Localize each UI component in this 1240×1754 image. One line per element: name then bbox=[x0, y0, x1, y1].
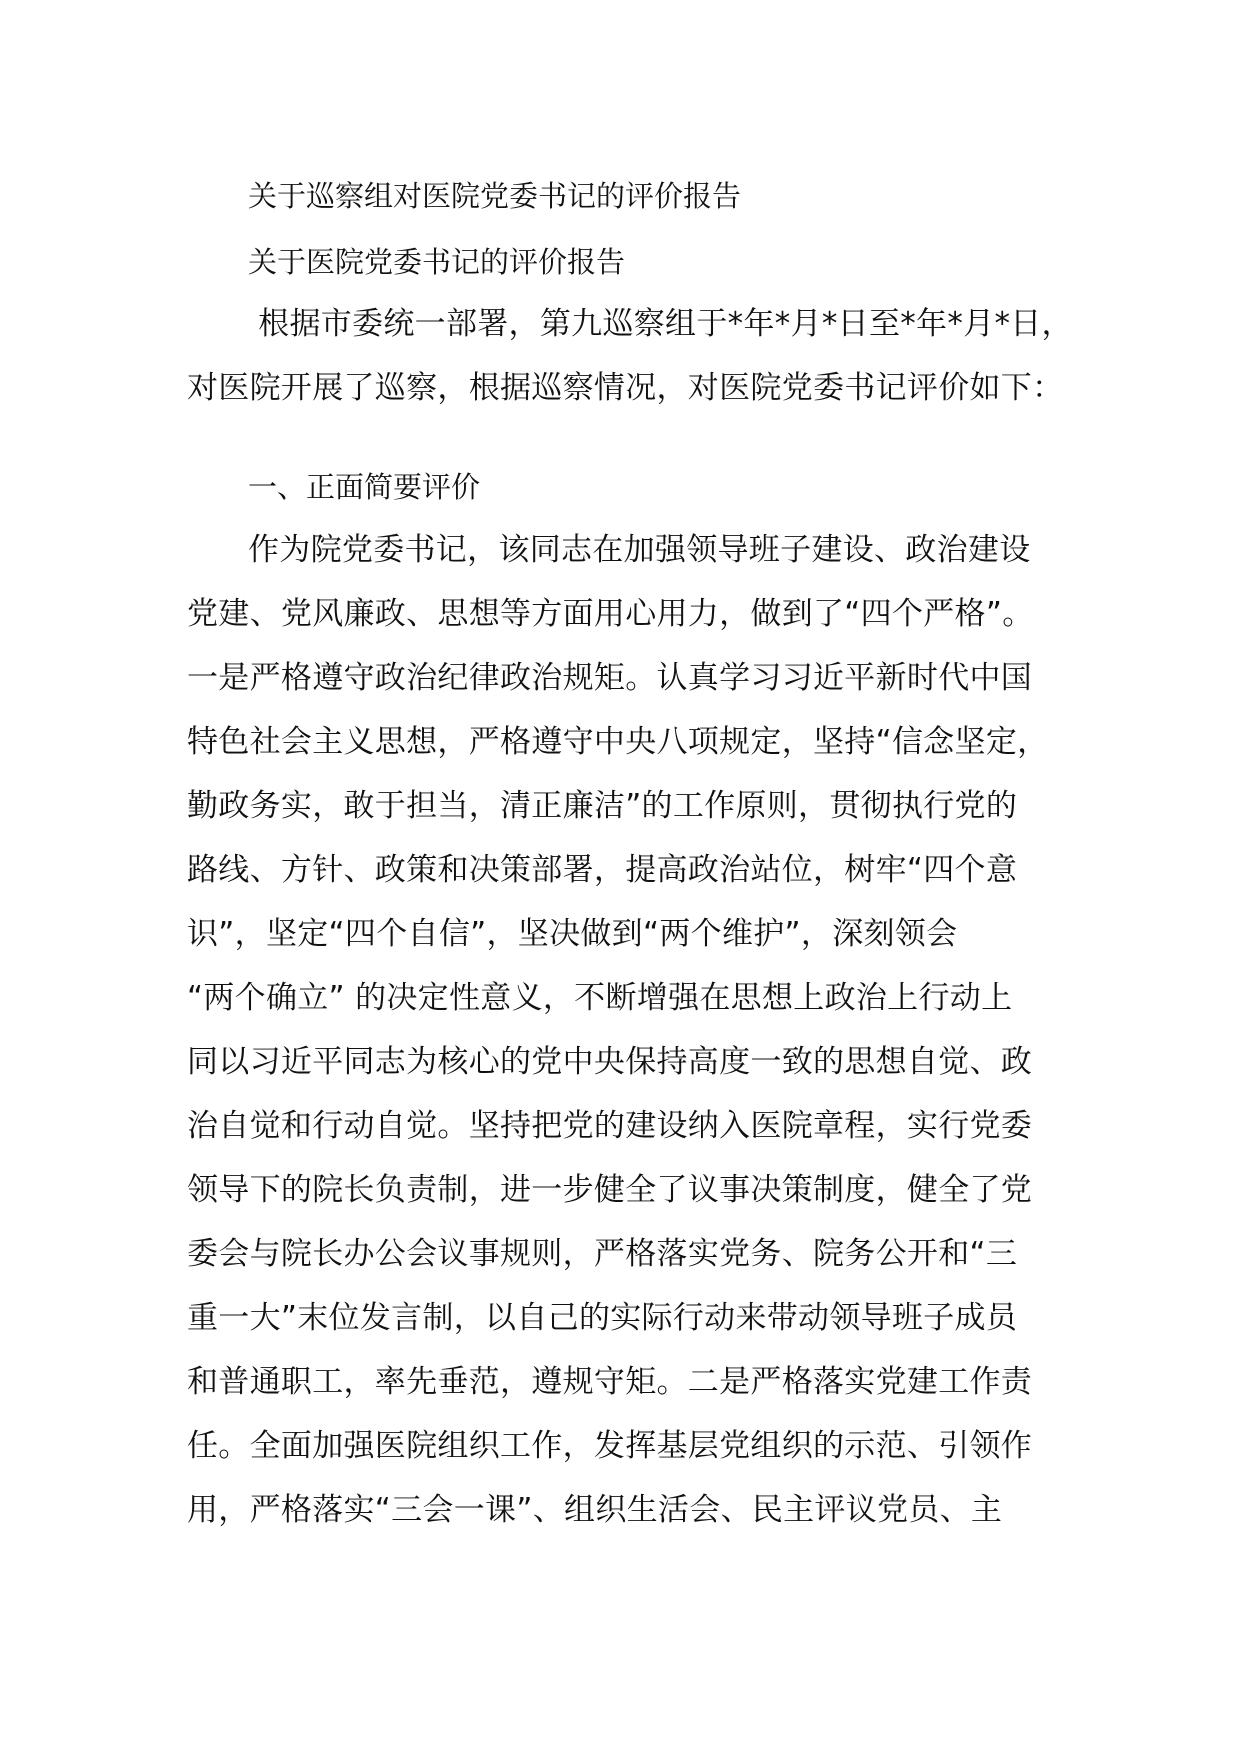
paragraph-line: 治自觉和行动自觉。坚持把党的建设纳入医院章程，实行党委 bbox=[187, 1108, 1033, 1144]
section-heading: 一、正面简要评价 bbox=[248, 470, 481, 504]
paragraph-line: 同以习近平同志为核心的党中央保持高度一致的思想自觉、政 bbox=[187, 1044, 1033, 1080]
paragraph-line: 勤政务实，敢于担当，清正廉洁”的工作原则，贯彻执行党的 bbox=[187, 788, 1018, 824]
paragraph-line: 党建、党风廉政、思想等方面用心用力，做到了“四个严格”。 bbox=[187, 596, 1034, 632]
document-title: 关于巡察组对医院党委书记的评价报告 bbox=[248, 179, 742, 213]
paragraph-line: 识”，坚定“四个自信”，坚决做到“两个维护”，深刻领会 bbox=[187, 916, 958, 952]
paragraph-line: 领导下的院长负责制，进一步健全了议事决策制度，健全了党 bbox=[187, 1172, 1033, 1208]
paragraph-line: 一是严格遵守政治纪律政治规矩。认真学习习近平新时代中国 bbox=[187, 660, 1033, 696]
paragraph-line: 路线、方针、政策和决策部署，提高政治站位，树牢“四个意 bbox=[187, 852, 1018, 888]
paragraph-line: 特色社会主义思想，严格遵守中央八项规定，坚持“信念坚定， bbox=[187, 724, 1049, 760]
paragraph-line: 任。全面加强医院组织工作，发挥基层党组织的示范、引领作 bbox=[187, 1428, 1033, 1464]
paragraph-line: 和普通职工，率先垂范，遵规守矩。二是严格落实党建工作责 bbox=[187, 1364, 1033, 1400]
paragraph-line: 用，严格落实“三会一课”、组织生活会、民主评议党员、主 bbox=[187, 1492, 1003, 1528]
paragraph-line: “两个确立” 的决定性意义，不断增强在思想上政治上行动上 bbox=[187, 980, 1013, 1016]
paragraph-line: 作为院党委书记，该同志在加强领导班子建设、政治建设 bbox=[248, 532, 1031, 568]
document-subtitle: 关于医院党委书记的评价报告 bbox=[248, 245, 626, 279]
paragraph-line: 重一大”末位发言制，以自己的实际行动来带动领导班子成员 bbox=[187, 1300, 1018, 1336]
paragraph-line: 委会与院长办公会议事规则，严格落实党务、院务公开和“三 bbox=[187, 1236, 1018, 1272]
intro-line: 对医院开展了巡察，根据巡察情况，对医院党委书记评价如下： bbox=[187, 370, 1064, 406]
intro-line: 根据市委统一部署，第九巡察组于*年*月*日至*年*月*日， bbox=[248, 306, 1073, 342]
